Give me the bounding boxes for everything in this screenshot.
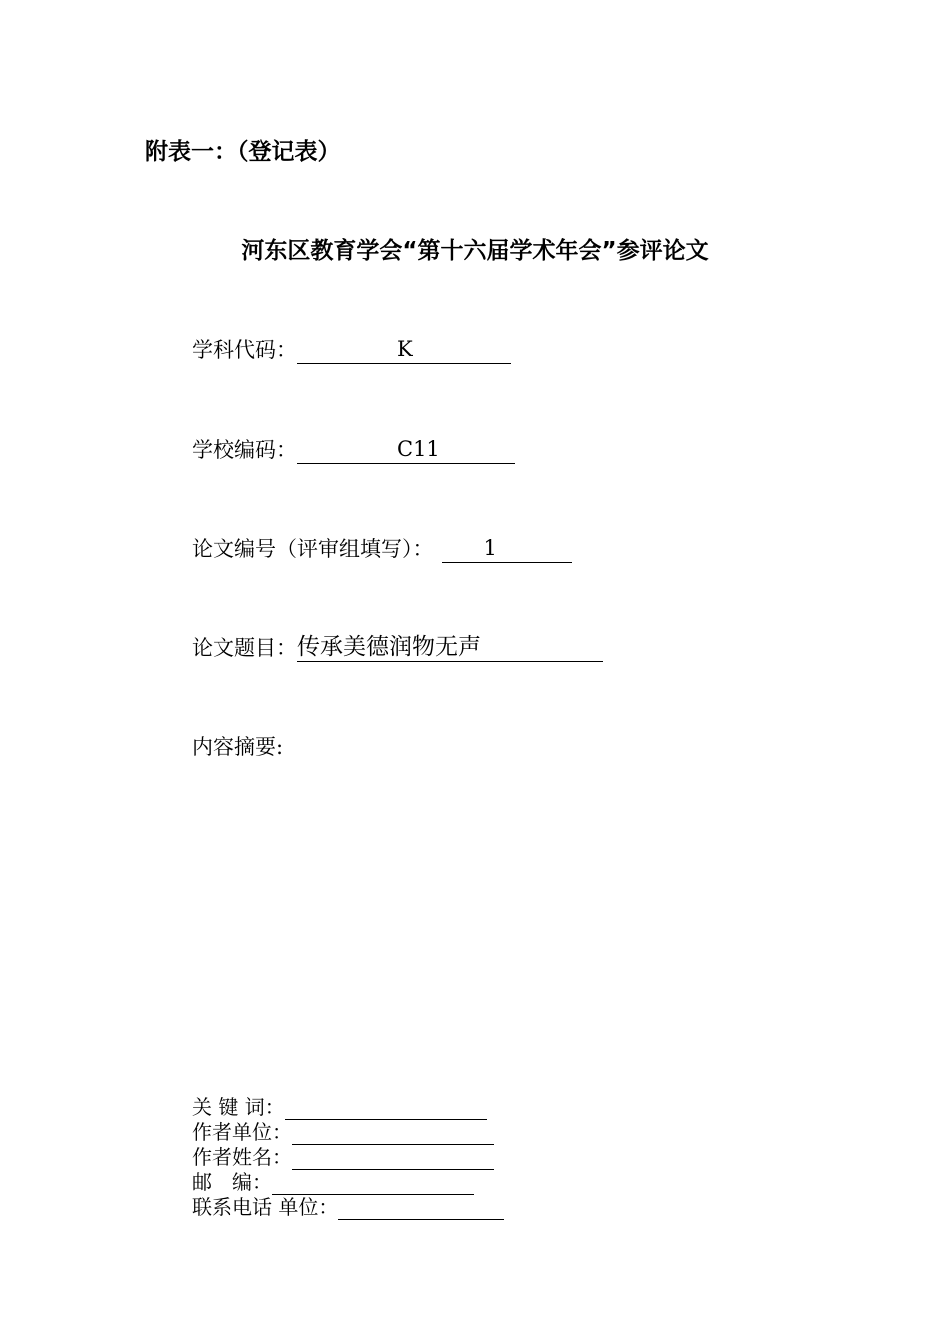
paper-number-value: 1 — [483, 536, 497, 560]
school-code-field[interactable] — [297, 437, 515, 464]
paper-title-label: 论文题目： — [192, 636, 297, 660]
contact-phone-field[interactable] — [338, 1199, 504, 1220]
subject-code-label: 学科代码： — [192, 338, 297, 362]
author-name-row — [192, 1145, 494, 1170]
paper-title-field[interactable] — [297, 635, 603, 662]
paper-title-row — [192, 632, 603, 662]
paper-number-field[interactable] — [442, 536, 572, 563]
contact-phone-row — [192, 1195, 504, 1220]
postcode-label: 邮 编： — [192, 1170, 272, 1194]
keywords-row — [192, 1095, 487, 1120]
school-code-label: 学校编码： — [192, 438, 297, 462]
subject-code-row — [192, 334, 511, 364]
abstract-row — [192, 731, 283, 761]
contact-phone-label: 联系电话 单位： — [192, 1195, 339, 1219]
paper-title-value: 传承美德润物无声 — [297, 634, 481, 660]
author-name-label: 作者姓名： — [192, 1145, 292, 1169]
appendix-label: 附表一：（登记表） — [145, 139, 341, 165]
paper-number-label: 论文编号（评审组填写）： — [192, 537, 434, 561]
postcode-row — [192, 1170, 474, 1195]
document-title: 河东区教育学会“第十六届学术年会”参评论文 — [241, 238, 709, 264]
school-code-row — [192, 434, 515, 464]
postcode-field[interactable] — [272, 1174, 474, 1195]
author-unit-row — [192, 1120, 494, 1145]
keywords-field[interactable] — [285, 1099, 487, 1120]
author-unit-field[interactable] — [292, 1124, 494, 1145]
author-name-field[interactable] — [292, 1149, 494, 1170]
subject-code-value: K — [397, 337, 413, 361]
school-code-value: C11 — [397, 437, 440, 461]
keywords-label: 关 键 词： — [192, 1095, 285, 1119]
subject-code-field[interactable] — [297, 337, 511, 364]
paper-number-row — [192, 533, 572, 563]
author-unit-label: 作者单位： — [192, 1120, 292, 1144]
abstract-label: 内容摘要: — [192, 735, 284, 759]
